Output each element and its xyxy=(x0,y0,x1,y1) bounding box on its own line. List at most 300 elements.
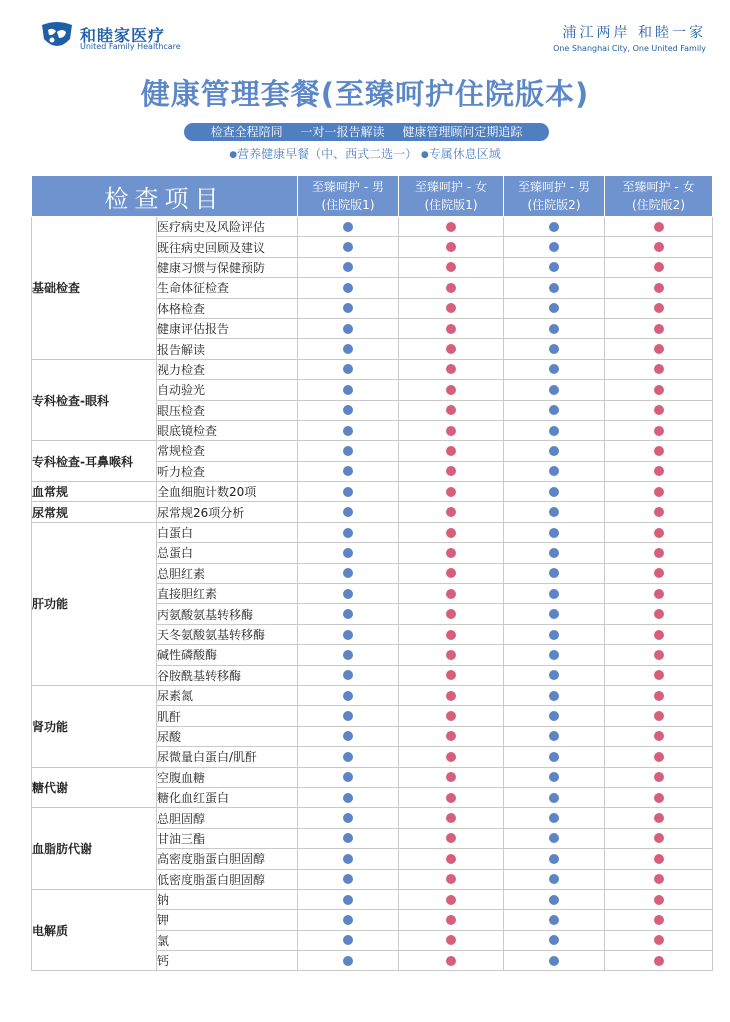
inclusion-cell xyxy=(298,889,399,909)
inclusion-cell xyxy=(399,441,504,461)
included-dot-icon xyxy=(549,772,559,782)
included-dot-icon xyxy=(343,548,353,558)
inclusion-cell xyxy=(399,461,504,481)
included-dot-icon xyxy=(343,303,353,313)
included-dot-icon xyxy=(549,303,559,313)
inclusion-cell xyxy=(399,930,504,950)
inclusion-cell xyxy=(399,869,504,889)
inclusion-cell xyxy=(298,787,399,807)
included-dot-icon xyxy=(343,324,353,334)
package-name: 至臻呵护 - 女 xyxy=(415,180,487,194)
included-dot-icon xyxy=(446,364,456,374)
exam-item: 报告解读 xyxy=(157,339,298,359)
inclusion-cell xyxy=(298,706,399,726)
included-dot-icon xyxy=(549,915,559,925)
included-dot-icon xyxy=(446,466,456,476)
inclusion-cell xyxy=(605,685,713,705)
inclusion-cell xyxy=(504,869,605,889)
exam-item: 总胆红素 xyxy=(157,563,298,583)
included-dot-icon xyxy=(549,426,559,436)
inclusion-cell xyxy=(298,604,399,624)
included-dot-icon xyxy=(446,405,456,415)
features-banner xyxy=(184,123,549,141)
inclusion-cell xyxy=(298,747,399,767)
inclusion-cell xyxy=(605,808,713,828)
inclusion-cell xyxy=(605,665,713,685)
included-dot-icon xyxy=(343,650,353,660)
exam-item: 全血细胞计数20项 xyxy=(157,482,298,502)
included-dot-icon xyxy=(446,548,456,558)
included-dot-icon xyxy=(343,854,353,864)
inclusion-cell xyxy=(399,910,504,930)
inclusion-cell xyxy=(605,380,713,400)
included-dot-icon xyxy=(343,385,353,395)
included-dot-icon xyxy=(343,568,353,578)
inclusion-cell xyxy=(399,400,504,420)
inclusion-cell xyxy=(504,808,605,828)
included-dot-icon xyxy=(343,711,353,721)
inclusion-cell xyxy=(605,217,713,237)
inclusion-cell xyxy=(504,237,605,257)
inclusion-cell xyxy=(399,849,504,869)
exam-item: 自动验光 xyxy=(157,380,298,400)
inclusion-cell xyxy=(605,441,713,461)
included-dot-icon xyxy=(343,405,353,415)
included-dot-icon xyxy=(549,731,559,741)
included-dot-icon xyxy=(343,466,353,476)
table-row xyxy=(32,482,713,502)
inclusion-cell xyxy=(399,278,504,298)
included-dot-icon xyxy=(343,242,353,252)
included-dot-icon xyxy=(654,833,664,843)
included-dot-icon xyxy=(549,609,559,619)
inclusion-cell xyxy=(605,298,713,318)
included-dot-icon xyxy=(343,528,353,538)
inclusion-cell xyxy=(605,420,713,440)
package-version: (住院版1) xyxy=(424,198,478,212)
included-dot-icon xyxy=(654,528,664,538)
slogan-cn: 浦江两岸 和睦一家 xyxy=(562,25,706,41)
exam-item: 丙氨酸氨基转移酶 xyxy=(157,604,298,624)
table-row xyxy=(32,441,713,461)
included-dot-icon xyxy=(549,874,559,884)
exam-item: 氯 xyxy=(157,930,298,950)
inclusion-cell xyxy=(298,726,399,746)
exam-item: 尿素氮 xyxy=(157,685,298,705)
included-dot-icon xyxy=(343,426,353,436)
included-dot-icon xyxy=(446,752,456,762)
included-dot-icon xyxy=(654,385,664,395)
package-name: 至臻呵护 - 男 xyxy=(518,180,590,194)
inclusion-cell xyxy=(605,543,713,563)
included-dot-icon xyxy=(549,344,559,354)
included-dot-icon xyxy=(446,630,456,640)
included-dot-icon xyxy=(343,935,353,945)
inclusion-cell xyxy=(605,584,713,604)
inclusion-cell xyxy=(298,522,399,542)
included-dot-icon xyxy=(343,589,353,599)
inclusion-cell xyxy=(605,869,713,889)
included-dot-icon xyxy=(654,303,664,313)
table-body xyxy=(32,217,713,971)
exam-item: 体格检查 xyxy=(157,298,298,318)
slogan-en: One Shanghai City, One United Family xyxy=(553,44,706,53)
included-dot-icon xyxy=(343,446,353,456)
included-dot-icon xyxy=(654,466,664,476)
exam-item: 钙 xyxy=(157,951,298,971)
inclusion-cell xyxy=(399,318,504,338)
extra-item: 营养健康早餐（中、西式二选一） xyxy=(237,147,418,161)
included-dot-icon xyxy=(654,895,664,905)
included-dot-icon xyxy=(654,874,664,884)
included-dot-icon xyxy=(446,915,456,925)
inclusion-cell xyxy=(504,257,605,277)
inclusion-cell xyxy=(298,828,399,848)
inclusion-cell xyxy=(399,685,504,705)
included-dot-icon xyxy=(654,568,664,578)
included-dot-icon xyxy=(446,813,456,823)
category-label: 专科检查-眼科 xyxy=(32,359,157,441)
included-dot-icon xyxy=(343,956,353,966)
brand-logo xyxy=(40,20,220,56)
inclusion-cell xyxy=(504,930,605,950)
extras-line xyxy=(0,145,730,162)
included-dot-icon xyxy=(446,833,456,843)
inclusion-cell xyxy=(504,441,605,461)
included-dot-icon xyxy=(343,609,353,619)
inclusion-cell xyxy=(504,645,605,665)
feature-item: 一对一报告解读 xyxy=(300,125,385,139)
included-dot-icon xyxy=(446,507,456,517)
package-version: (住院版1) xyxy=(321,198,375,212)
included-dot-icon xyxy=(343,731,353,741)
family-logo-icon xyxy=(40,21,74,51)
inclusion-cell xyxy=(298,645,399,665)
category-label: 血脂肪代谢 xyxy=(32,808,157,890)
inclusion-cell xyxy=(399,502,504,522)
exam-item: 尿酸 xyxy=(157,726,298,746)
exam-item: 钾 xyxy=(157,910,298,930)
included-dot-icon xyxy=(446,528,456,538)
included-dot-icon xyxy=(549,650,559,660)
inclusion-cell xyxy=(605,828,713,848)
inclusion-cell xyxy=(399,747,504,767)
included-dot-icon xyxy=(549,548,559,558)
included-dot-icon xyxy=(343,793,353,803)
included-dot-icon xyxy=(549,670,559,680)
inclusion-cell xyxy=(298,808,399,828)
exam-item: 视力检查 xyxy=(157,359,298,379)
inclusion-cell xyxy=(399,828,504,848)
included-dot-icon xyxy=(549,507,559,517)
category-label: 尿常规 xyxy=(32,502,157,522)
included-dot-icon xyxy=(654,589,664,599)
included-dot-icon xyxy=(654,324,664,334)
included-dot-icon xyxy=(654,813,664,823)
inclusion-cell xyxy=(504,951,605,971)
inclusion-cell xyxy=(298,665,399,685)
included-dot-icon xyxy=(446,670,456,680)
inclusion-cell xyxy=(399,604,504,624)
category-label: 基础检查 xyxy=(32,217,157,360)
inclusion-cell xyxy=(504,849,605,869)
included-dot-icon xyxy=(343,283,353,293)
category-label: 专科检查-耳鼻喉科 xyxy=(32,441,157,482)
inclusion-cell xyxy=(399,339,504,359)
included-dot-icon xyxy=(654,711,664,721)
included-dot-icon xyxy=(343,691,353,701)
exam-item: 高密度脂蛋白胆固醇 xyxy=(157,849,298,869)
included-dot-icon xyxy=(654,364,664,374)
included-dot-icon xyxy=(446,691,456,701)
inclusion-cell xyxy=(504,502,605,522)
included-dot-icon xyxy=(549,691,559,701)
included-dot-icon xyxy=(446,874,456,884)
included-dot-icon xyxy=(654,670,664,680)
inclusion-cell xyxy=(399,787,504,807)
included-dot-icon xyxy=(549,589,559,599)
included-dot-icon xyxy=(446,650,456,660)
inclusion-cell xyxy=(504,584,605,604)
included-dot-icon xyxy=(549,222,559,232)
included-dot-icon xyxy=(343,752,353,762)
inclusion-cell xyxy=(605,257,713,277)
inclusion-cell xyxy=(605,624,713,644)
exam-item: 空腹血糖 xyxy=(157,767,298,787)
exam-item: 尿微量白蛋白/肌酐 xyxy=(157,747,298,767)
table-row xyxy=(32,522,713,542)
inclusion-cell xyxy=(399,951,504,971)
inclusion-cell xyxy=(298,400,399,420)
included-dot-icon xyxy=(446,426,456,436)
included-dot-icon xyxy=(549,935,559,945)
exam-item: 糖化血红蛋白 xyxy=(157,787,298,807)
page-title: 健康管理套餐(至臻呵护住院版本) xyxy=(140,77,590,111)
included-dot-icon xyxy=(549,446,559,456)
inclusion-cell xyxy=(605,339,713,359)
included-dot-icon xyxy=(549,895,559,905)
inclusion-cell xyxy=(504,278,605,298)
exam-item: 低密度脂蛋白胆固醇 xyxy=(157,869,298,889)
included-dot-icon xyxy=(654,772,664,782)
table-header xyxy=(32,176,713,217)
included-dot-icon xyxy=(343,874,353,884)
included-dot-icon xyxy=(654,548,664,558)
brand-name-cn: 和睦家医疗 xyxy=(80,26,166,45)
inclusion-cell xyxy=(298,339,399,359)
exam-item: 钠 xyxy=(157,889,298,909)
included-dot-icon xyxy=(549,630,559,640)
included-dot-icon xyxy=(343,813,353,823)
inclusion-cell xyxy=(504,706,605,726)
category-label: 电解质 xyxy=(32,889,157,971)
included-dot-icon xyxy=(549,466,559,476)
table-row xyxy=(32,767,713,787)
inclusion-cell xyxy=(605,951,713,971)
included-dot-icon xyxy=(654,487,664,497)
inclusion-cell xyxy=(399,767,504,787)
inclusion-cell xyxy=(605,889,713,909)
included-dot-icon xyxy=(654,507,664,517)
inclusion-cell xyxy=(504,563,605,583)
included-dot-icon xyxy=(446,935,456,945)
inclusion-cell xyxy=(605,747,713,767)
inclusion-cell xyxy=(504,298,605,318)
header-package xyxy=(504,176,605,217)
inclusion-cell xyxy=(504,726,605,746)
included-dot-icon xyxy=(549,793,559,803)
included-dot-icon xyxy=(446,242,456,252)
exam-item: 总蛋白 xyxy=(157,543,298,563)
inclusion-cell xyxy=(504,359,605,379)
inclusion-cell xyxy=(399,380,504,400)
inclusion-cell xyxy=(605,502,713,522)
inclusion-cell xyxy=(605,726,713,746)
inclusion-cell xyxy=(399,257,504,277)
bullet-icon: ● xyxy=(229,150,238,160)
inclusion-cell xyxy=(298,910,399,930)
inclusion-cell xyxy=(399,665,504,685)
included-dot-icon xyxy=(654,630,664,640)
exam-item: 医疗病史及风险评估 xyxy=(157,217,298,237)
bullet-icon: ● xyxy=(420,150,429,160)
package-version: (住院版2) xyxy=(632,198,685,212)
category-label: 肝功能 xyxy=(32,522,157,685)
included-dot-icon xyxy=(654,650,664,660)
inclusion-cell xyxy=(399,624,504,644)
inclusion-cell xyxy=(605,930,713,950)
included-dot-icon xyxy=(654,956,664,966)
included-dot-icon xyxy=(446,344,456,354)
inclusion-cell xyxy=(298,767,399,787)
included-dot-icon xyxy=(549,487,559,497)
included-dot-icon xyxy=(549,528,559,538)
inclusion-cell xyxy=(399,359,504,379)
included-dot-icon xyxy=(549,242,559,252)
exam-item: 碱性磷酸酶 xyxy=(157,645,298,665)
inclusion-cell xyxy=(605,910,713,930)
inclusion-cell xyxy=(298,461,399,481)
included-dot-icon xyxy=(343,895,353,905)
included-dot-icon xyxy=(654,691,664,701)
inclusion-cell xyxy=(298,930,399,950)
included-dot-icon xyxy=(654,609,664,619)
inclusion-cell xyxy=(298,849,399,869)
included-dot-icon xyxy=(446,895,456,905)
inclusion-cell xyxy=(399,726,504,746)
exam-item: 眼底镜检查 xyxy=(157,420,298,440)
table-row xyxy=(32,359,713,379)
exam-item: 生命体征检查 xyxy=(157,278,298,298)
included-dot-icon xyxy=(446,589,456,599)
inclusion-cell xyxy=(298,502,399,522)
inclusion-cell xyxy=(298,278,399,298)
included-dot-icon xyxy=(446,568,456,578)
included-dot-icon xyxy=(654,731,664,741)
inclusion-cell xyxy=(605,359,713,379)
inclusion-cell xyxy=(504,685,605,705)
included-dot-icon xyxy=(654,446,664,456)
included-dot-icon xyxy=(446,854,456,864)
inclusion-cell xyxy=(399,420,504,440)
included-dot-icon xyxy=(343,364,353,374)
package-version: (住院版2) xyxy=(527,198,581,212)
included-dot-icon xyxy=(343,833,353,843)
inclusion-cell xyxy=(504,522,605,542)
inclusion-cell xyxy=(399,522,504,542)
inclusion-cell xyxy=(298,298,399,318)
inclusion-cell xyxy=(605,767,713,787)
inclusion-cell xyxy=(298,380,399,400)
inclusion-cell xyxy=(298,563,399,583)
included-dot-icon xyxy=(549,752,559,762)
included-dot-icon xyxy=(343,507,353,517)
included-dot-icon xyxy=(446,262,456,272)
inclusion-cell xyxy=(399,298,504,318)
table-row xyxy=(32,502,713,522)
included-dot-icon xyxy=(446,222,456,232)
header-package xyxy=(399,176,504,217)
inclusion-cell xyxy=(605,787,713,807)
inclusion-cell xyxy=(504,910,605,930)
exam-item: 甘油三酯 xyxy=(157,828,298,848)
package-table xyxy=(31,175,713,971)
included-dot-icon xyxy=(654,262,664,272)
included-dot-icon xyxy=(549,405,559,415)
included-dot-icon xyxy=(654,222,664,232)
included-dot-icon xyxy=(343,915,353,925)
exam-item: 肌酐 xyxy=(157,706,298,726)
inclusion-cell xyxy=(298,257,399,277)
included-dot-icon xyxy=(446,609,456,619)
exam-item: 天冬氨酸氨基转移酶 xyxy=(157,624,298,644)
package-name: 至臻呵护 - 女 xyxy=(622,180,695,194)
exam-item: 健康习惯与保健预防 xyxy=(157,257,298,277)
inclusion-cell xyxy=(504,624,605,644)
inclusion-cell xyxy=(399,808,504,828)
inclusion-cell xyxy=(298,441,399,461)
inclusion-cell xyxy=(399,237,504,257)
brand-slogan xyxy=(553,22,706,53)
table-row xyxy=(32,217,713,237)
inclusion-cell xyxy=(399,482,504,502)
inclusion-cell xyxy=(605,563,713,583)
inclusion-cell xyxy=(605,237,713,257)
inclusion-cell xyxy=(605,400,713,420)
inclusion-cell xyxy=(298,624,399,644)
inclusion-cell xyxy=(399,584,504,604)
inclusion-cell xyxy=(605,278,713,298)
included-dot-icon xyxy=(343,222,353,232)
included-dot-icon xyxy=(549,262,559,272)
included-dot-icon xyxy=(446,731,456,741)
feature-item: 检查全程陪同 xyxy=(210,125,283,139)
inclusion-cell xyxy=(399,889,504,909)
inclusion-cell xyxy=(298,584,399,604)
exam-item: 白蛋白 xyxy=(157,522,298,542)
included-dot-icon xyxy=(343,487,353,497)
brand-name-en: United Family Healthcare xyxy=(80,42,181,51)
inclusion-cell xyxy=(298,420,399,440)
inclusion-cell xyxy=(399,217,504,237)
included-dot-icon xyxy=(549,568,559,578)
inclusion-cell xyxy=(504,482,605,502)
inclusion-cell xyxy=(504,665,605,685)
exam-item: 谷胺酰基转移酶 xyxy=(157,665,298,685)
exam-item: 总胆固醇 xyxy=(157,808,298,828)
inclusion-cell xyxy=(504,543,605,563)
included-dot-icon xyxy=(446,487,456,497)
